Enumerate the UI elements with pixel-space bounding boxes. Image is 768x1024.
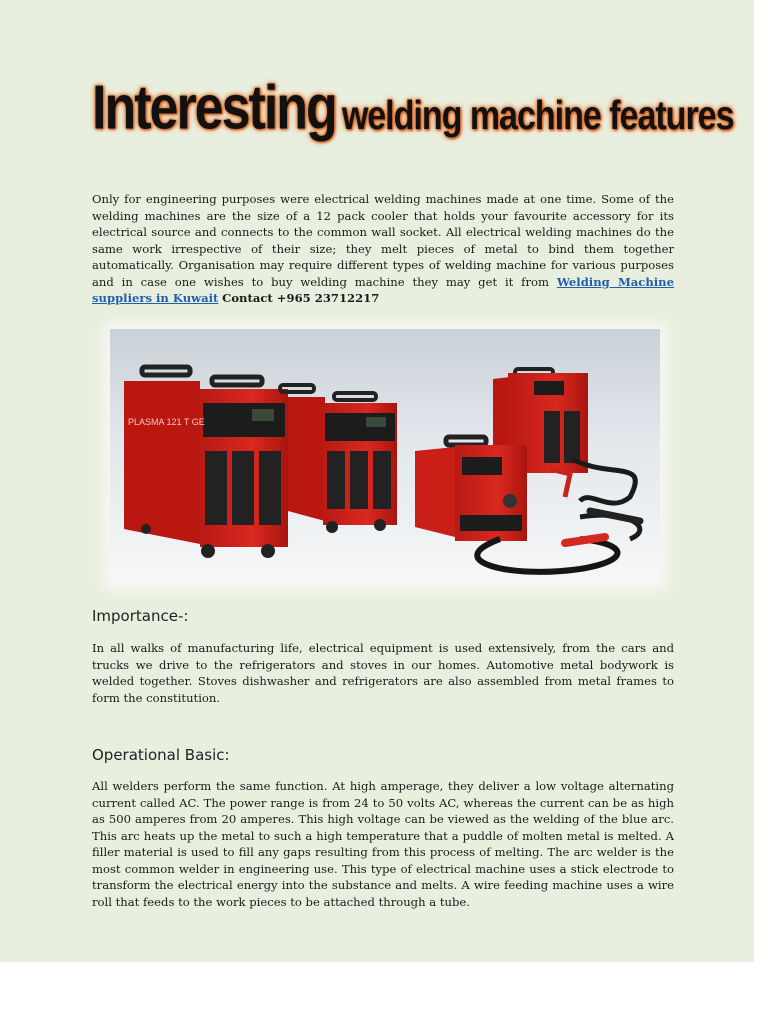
contact-text: Contact +965 23712217 <box>222 291 380 305</box>
title-part-1: Interesting <box>92 73 336 143</box>
operational-paragraph: All welders perform the same function. At high amperage, they deliver a low voltage alternating current called AC. The power range is from 24 to 50 volts AC, whereas the current can be as high as 500 amperes from 20 amperes. This high voltage can be viewed as the welding of the blue arc. This arc heats up the metal to such a high temperature that a puddle of molten metal is melted. A filler material is used to fill any gaps resulting from this process of melting. The arc welder is the most common welder in engineering use. This type of electrical machine uses a stick electrode to transform the electrical energy into the substance and melts. A wire feeding machine uses a wire roll that feeds to the work pieces to be attached through a tube. <box>92 779 674 909</box>
title-part-2: welding machine features <box>341 93 734 139</box>
page-title <box>92 73 734 154</box>
welding-machines-illustration <box>110 329 660 584</box>
operational-heading: Operational Basic: <box>92 746 230 764</box>
suppliers-link[interactable]: Welding Machine suppliers in Kuwait <box>92 274 674 305</box>
intro-paragraph <box>92 191 674 307</box>
panel-label-1: PLASMA 121 T GE <box>128 417 205 427</box>
importance-paragraph: In all walks of manufacturing life, electrical equipment is used extensively, from the cars and trucks we drive to the refrigerators and stoves in our homes. Automotive metal bodywork is welded together. Stoves dishwasher and refrigerators are also assembled from metal frames to form the constitution. <box>92 641 674 705</box>
intro-text: Only for engineering purposes were electrical welding machines made at one time. Some of the welding machines are the size of a 12 pack cooler that holds your favourite accessory for its electrical source and connects to the common wall socket. All electrical welding machines do the same work irrespective of their size; they melt pieces of metal to bind them together automatically. Organisation may require different types of welding machine for various purposes and in case one wishes to buy welding machine they may get it from <box>92 192 674 289</box>
machine-large-2 <box>280 385 397 533</box>
machine-large-1 <box>124 367 288 558</box>
welding-machines-photo <box>110 329 660 584</box>
importance-heading: Importance-: <box>92 607 189 625</box>
